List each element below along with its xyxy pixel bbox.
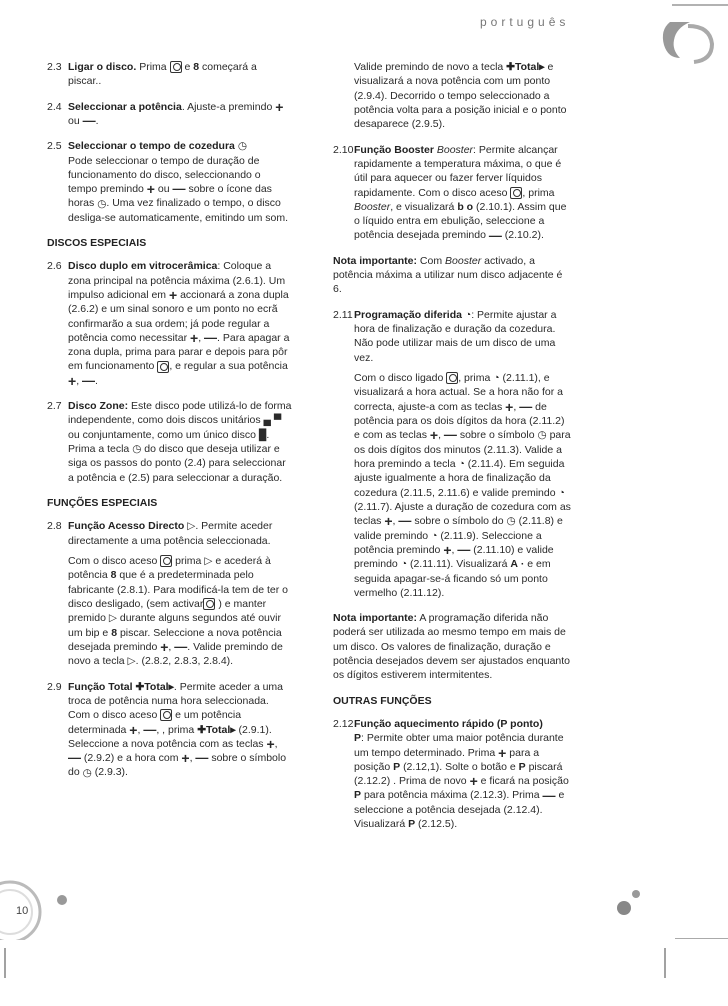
language-header: português <box>480 15 570 29</box>
p-dot-icon: P <box>354 732 362 745</box>
direct-access-icon: ▷ <box>127 655 136 668</box>
timer-icon: ◔ <box>493 372 500 385</box>
page-number: 10 <box>16 905 29 917</box>
corner-decoration-bottom-left <box>0 860 70 940</box>
plus-icon: + <box>68 372 77 389</box>
section-2-8: 2.8 Função Acesso Directo ▷. Permite aceder directamente a uma potência seleccionada. Com o disco aceso prima ▷ e acederá à potência 8 que é a predeterminada pelo fabricante (2.8.1). Para modificá-la tem de ter o disco desligado, (sem activar ) e manter premido ▷ durante alguns segundos até ouvir um bip e 8 piscar. Seleccione a nova potência desejada premindo +, —. Valide premindo de novo a tecla ▷. (2.8.2, 2.8.3, 2.8.4). <box>47 520 289 668</box>
digit-eight-icon: 8 <box>110 569 117 582</box>
booster-icon: Booster <box>445 254 482 267</box>
section-2-12: 2.12 Função aquecimento rápido (P ponto) P: Permite obter uma maior potência durante um tempo determinado. Prima + para a posição P (2.12,1). Solte o botão e P piscará (2.12.2) . Prima de novo + e ficará na posição P para potência máxima (2.12.3). Prima — e seleccione a potência desejada (2.12.4). Visualizará P (2.12.5). <box>333 717 569 830</box>
minus-icon: — <box>204 330 218 346</box>
plus-icon: + <box>160 639 169 656</box>
minus-icon: — <box>82 113 96 129</box>
single-zone-icon: ▄ <box>263 414 271 427</box>
single-zone-icon: ▀ <box>273 414 282 427</box>
timer-icon: ◔ <box>458 457 465 470</box>
p-icon: P <box>393 760 401 773</box>
display-bo-icon: b o <box>457 200 474 213</box>
plus-icon: + <box>498 744 507 761</box>
minus-icon: — <box>68 750 81 766</box>
important-note-programming: Nota importante: A programação diferida não poderá ser utilizada ao mesmo tempo em mais de um disco. Os valores de finalização, duração e potência desejados devem ser ajustados enquanto os dígitos estiverem intermitentes. <box>333 612 570 682</box>
total-icon: ✚Total▸ <box>135 680 174 693</box>
timer-icon: ◔ <box>431 529 438 542</box>
minus-icon: — <box>519 398 533 414</box>
corner-decoration-top <box>650 0 728 80</box>
section-2-3: 2.3 Ligar o disco. Prima e 8 começará a piscar.. <box>47 61 257 88</box>
power-icon <box>160 555 172 567</box>
display-a-icon: A <box>510 558 518 571</box>
p-dot-icon: P <box>408 818 416 830</box>
p-icon: P <box>354 789 362 802</box>
power-icon <box>203 598 215 610</box>
timer-icon: ◔ <box>464 308 472 321</box>
timer-icon: ◔ <box>558 486 565 499</box>
plus-icon: + <box>384 513 393 530</box>
bottom-rules <box>0 938 728 1006</box>
plus-icon: + <box>181 750 190 767</box>
clock-icon: ◷ <box>82 766 92 779</box>
heading-discos-especiais: DISCOS ESPECIAIS <box>47 237 147 250</box>
power-icon <box>446 372 458 384</box>
minus-icon: — <box>174 639 188 655</box>
minus-icon: — <box>172 181 186 197</box>
plus-icon: + <box>469 773 478 790</box>
section-2-9-continued: Valide premindo de novo a tecla ✚Total▸ e visualizará a nova potência com um ponto (2.9.4). Decorrido o tempo seleccionado a potência volta para a posição inicial e o ponto desaparece (2.9.5). <box>354 61 567 131</box>
plus-icon: + <box>168 287 178 304</box>
clock-icon: ◷ <box>237 140 247 153</box>
power-icon <box>157 361 169 373</box>
minus-icon: — <box>443 427 457 443</box>
important-note-booster: Nota importante: Com Booster activado, a potência máxima a utilizar num disco adjacente é 6. <box>333 254 563 296</box>
right-column <box>333 60 573 842</box>
minus-icon: — <box>542 787 556 803</box>
minus-icon: — <box>398 513 412 529</box>
clock-icon: ◷ <box>97 197 107 210</box>
decorative-dots <box>610 880 650 920</box>
direct-access-icon: ▷ <box>204 555 213 568</box>
minus-icon: — <box>195 750 209 766</box>
direct-access-icon: ▷ <box>187 520 196 533</box>
minus-icon: — <box>143 721 157 737</box>
plus-icon: + <box>429 427 439 444</box>
power-icon <box>510 187 522 199</box>
left-column <box>47 60 292 791</box>
p-icon: P <box>518 760 526 773</box>
plus-icon: + <box>146 181 155 198</box>
display-dot-icon: · <box>520 558 525 571</box>
plus-icon: + <box>443 542 452 559</box>
digit-eight-icon: 8 <box>193 61 200 73</box>
heading-outras-funcoes: OUTRAS FUNÇÕES <box>333 694 432 707</box>
power-icon <box>160 709 172 721</box>
section-2-6: 2.6 Disco duplo em vitrocerâmica: Coloque a zona principal na potência máxima (2.6.1). Um impulso adicional em + accionará a zona dupla (2.6.2) e um sinal sonoro e um ponto no ecrã confirmarão a sua ordem; já pode regular a potência como necessitar +, —. Para apagar a zona dupla, prima para parar e depois para pôr em funcionamento , e regular a sua potência +, —. <box>47 260 290 389</box>
section-2-10: 2.10 Função Booster Booster: Permite alcançar rapidamente a temperatura máxima, o que é útil para aquecer ou fazer ferver líquidos rapidamente. Com o disco aceso , prima Booster, e visualizará b o (2.10.1). Assim que o líquido entra em ebulição, seleccione a potência desejada premindo — (2.10.2). <box>333 143 567 243</box>
direct-access-icon: ▷ <box>108 612 117 625</box>
booster-icon: Booster <box>354 200 391 213</box>
timer-icon: ◔ <box>400 558 408 571</box>
minus-icon: — <box>82 372 96 388</box>
plus-icon: + <box>266 736 275 753</box>
booster-icon: Booster <box>436 143 474 156</box>
minus-icon: — <box>488 227 502 243</box>
clock-icon: ◷ <box>537 429 547 442</box>
plus-icon: + <box>129 721 138 738</box>
plus-icon: + <box>275 98 284 115</box>
digit-eight-icon: 8 <box>111 626 118 639</box>
section-2-9: 2.9 Função Total ✚Total▸. Permite aceder a uma troca de potência numa hora seleccionada. Com o disco aceso e um potência determinada +, —, , prima ✚Total▸ (2.9.1). Seleccione a nova potência com as teclas +, — (2.9.2) e a hora com +, — sobre o símbolo do ◷ (2.9.3). <box>47 680 287 779</box>
total-icon: ✚Total▸ <box>506 61 545 74</box>
zone-select-icon: ◷ <box>132 443 142 456</box>
section-2-7: 2.7 Disco Zone: Este disco pode utilizá-lo de forma independente, como dois discos unitários ▄ ▀ ou conjuntamente, como um único disco █. Prima a tecla ◷ do disco que deseja utilizar e siga os passos do ponto (2.4) para seleccionar a potência e (2.5) para seleccionar a duração. <box>47 400 292 484</box>
minus-icon: — <box>457 542 471 558</box>
plus-icon: + <box>190 330 199 347</box>
section-2-4: 2.4 Seleccionar a potência. Ajuste-a premindo + ou —. <box>47 98 284 129</box>
clock-icon: ◷ <box>506 515 516 528</box>
section-2-5: 2.5 Seleccionar o tempo de cozedura ◷ Pode seleccionar o tempo de duração de funcionamento do disco, seleccionando o tempo premindo + ou — sobre o ícone das horas ◷. Uma vez finalizado o tempo, o disco desliga-se automaticamente, emitindo um som. <box>47 140 289 224</box>
power-icon <box>170 61 182 73</box>
total-icon: ✚Total▸ <box>197 723 236 736</box>
dual-zone-icon: █ <box>258 428 267 441</box>
plus-icon: + <box>505 398 514 415</box>
heading-funcoes-especiais: FUNÇÕES ESPECIAIS <box>47 497 158 510</box>
section-2-11: 2.11 Programação diferida ◔: Permite ajustar a hora de finalização e duração da cozedura. Não pode utilizar mais de um disco de uma vez. Com o disco ligado , prima ◔ (2.11.1), e visualizará a hora actual. Se a hora não for a correcta, ajuste-a com as teclas +, — de potência para os dois dígitos da hora (2.11.2) e com as teclas +, — sobre o símbolo ◷ para os dois dígitos dos minutos (2.11.3). Valide a hora premindo a tecla ◔ (2.11.4). Em seguida ajuste igualmente a hora de finalização da cozedura (2.11.5, 2.11.6) e valide premindo ◔ (2.11.7). Ajuste a duração de cozedura com as teclas +, — sobre o símbolo do ◷ (2.11.8) e valide premindo ◔ (2.11.9). Seleccione a potência premindo +, — (2.11.10) e valide premindo ◔ (2.11.11). Visualizará A · e em seguida apagar-se-á ficando só um ponto vermelho (2.11.12). <box>333 308 571 599</box>
